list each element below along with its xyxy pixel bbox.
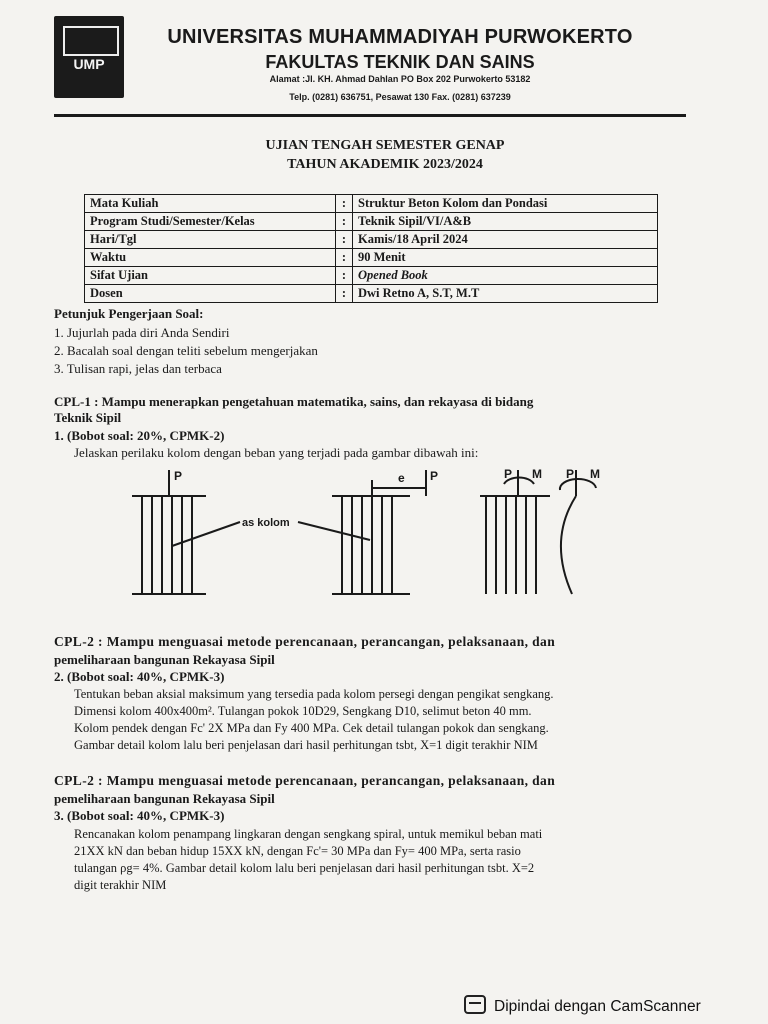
q1-heading: 1. (Bobot soal: 20%, CPMK-2) xyxy=(54,428,225,443)
info-sep: : xyxy=(336,231,353,249)
q2-line: Dimensi kolom 400x400m². Tulangan pokok 10D29, Sengkang D10, selimut beton 40 mm. xyxy=(74,704,532,718)
info-value: Kamis/18 April 2024 xyxy=(353,231,658,249)
cpl1-line1: CPL-1 : Mampu menerapkan pengetahuan matematika, sains, dan rekayasa di bidang xyxy=(54,394,534,409)
info-sep: : xyxy=(336,213,353,231)
label-p3: P xyxy=(504,467,513,481)
camscanner-icon xyxy=(464,995,486,1014)
q2-heading: 2. (Bobot soal: 40%, CPMK-3) xyxy=(54,669,225,684)
info-label: Mata Kuliah xyxy=(85,195,336,213)
instruction-item: 3. Tulisan rapi, jelas dan terbaca xyxy=(54,361,222,376)
info-value: Opened Book xyxy=(353,267,658,285)
header-divider xyxy=(54,114,686,117)
exam-title: UJIAN TENGAH SEMESTER GENAP xyxy=(265,138,505,153)
university-logo xyxy=(54,16,124,98)
phone: Telp. (0281) 636751, Pesawat 130 Fax. (0281) 637239 xyxy=(289,92,511,102)
logo-emblem xyxy=(63,26,119,56)
q1-text: Jelaskan perilaku kolom dengan beban yang terjadi pada gambar dibawah ini: xyxy=(74,445,479,460)
faculty-name: FAKULTAS TEKNIK DAN SAINS xyxy=(265,52,535,72)
info-value: 90 Menit xyxy=(353,249,658,267)
table-row xyxy=(85,267,658,285)
table-row xyxy=(85,231,658,249)
exam-info-table xyxy=(84,194,658,303)
info-value: Teknik Sipil/VI/A&B xyxy=(353,213,658,231)
info-label: Sifat Ujian xyxy=(85,267,336,285)
label-p1: P xyxy=(174,469,183,483)
instruction-item: 1. Jujurlah pada diri Anda Sendiri xyxy=(54,325,230,340)
info-sep: : xyxy=(336,249,353,267)
university-name: UNIVERSITAS MUHAMMADIYAH PURWOKERTO xyxy=(167,26,633,48)
q2-text xyxy=(74,686,714,754)
axis-pointer-2 xyxy=(298,522,370,540)
q3-heading: 3. (Bobot soal: 40%, CPMK-3) xyxy=(54,808,225,823)
buckled-shape xyxy=(561,496,576,594)
label-m4: M xyxy=(590,467,600,481)
instructions-title: Petunjuk Pengerjaan Soal: xyxy=(54,306,204,321)
q2-line: Gambar detail kolom lalu beri penjelasan dari hasil perhitungan tsbt, X=1 digit terakhir NIM xyxy=(74,738,538,752)
label-as-kolom: as kolom xyxy=(242,517,290,529)
camscanner-watermark xyxy=(464,995,701,1016)
q3-line: 21XX kN dan beban hidup 15XX kN, dengan Fc'= 30 MPa dan Fy= 400 MPa, serta rasio xyxy=(74,844,521,858)
info-sep: : xyxy=(336,195,353,213)
q3-line: Rencanakan kolom penampang lingkaran dengan sengkang spiral, untuk memikul beban mati xyxy=(74,827,543,841)
logo-text: UMP xyxy=(73,56,105,72)
info-sep: : xyxy=(336,267,353,285)
table-row xyxy=(85,195,658,213)
q3-line: digit terakhir NIM xyxy=(74,878,167,892)
q3-line: tulangan ρg= 4%. Gambar detail kolom lalu beri penjelasan dari hasil perhitungan tsbt. X=2 xyxy=(74,861,535,875)
info-value: Dwi Retno A, S.T, M.T xyxy=(353,285,658,303)
cpl2a-line2: pemeliharaan bangunan Rekayasa Sipil xyxy=(54,652,275,667)
cpl2b-line2: pemeliharaan bangunan Rekayasa Sipil xyxy=(54,791,275,806)
label-m3: M xyxy=(532,467,542,481)
q2-line: Kolom pendek dengan Fc' 2X MPa dan Fy 400 MPa. Cek detail tulangan pokok dan sengkang. xyxy=(74,721,549,735)
q3-text xyxy=(74,826,714,894)
q2-line: Tentukan beban aksial maksimum yang tersedia pada kolom persegi dengan pengikat sengkang. xyxy=(74,687,554,701)
info-sep: : xyxy=(336,285,353,303)
cpl2a-line1: CPL-2 : Mampu menguasai metode perencanaan, perancangan, pelaksanaan, dan xyxy=(54,634,556,649)
label-p4: P xyxy=(566,467,575,481)
instruction-item: 2. Bacalah soal dengan teliti sebelum mengerjakan xyxy=(54,343,318,358)
cpl1-line2: Teknik Sipil xyxy=(54,410,122,425)
info-label: Dosen xyxy=(85,285,336,303)
info-value: Struktur Beton Kolom dan Pondasi xyxy=(353,195,658,213)
table-row xyxy=(85,249,658,267)
label-e: e xyxy=(398,471,405,485)
table-row xyxy=(85,285,658,303)
label-p2: P xyxy=(430,469,439,483)
column-figure xyxy=(120,460,640,600)
cpl2b-line1: CPL-2 : Mampu menguasai metode perencanaan, perancangan, pelaksanaan, dan xyxy=(54,773,556,788)
info-label: Waktu xyxy=(85,249,336,267)
camscanner-text: Dipindai dengan CamScanner xyxy=(494,998,701,1015)
address: Alamat :Jl. KH. Ahmad Dahlan PO Box 202 Purwokerto 53182 xyxy=(269,74,531,84)
exam-year: TAHUN AKADEMIK 2023/2024 xyxy=(287,157,483,172)
info-label: Program Studi/Semester/Kelas xyxy=(85,213,336,231)
table-row xyxy=(85,213,658,231)
info-label: Hari/Tgl xyxy=(85,231,336,249)
